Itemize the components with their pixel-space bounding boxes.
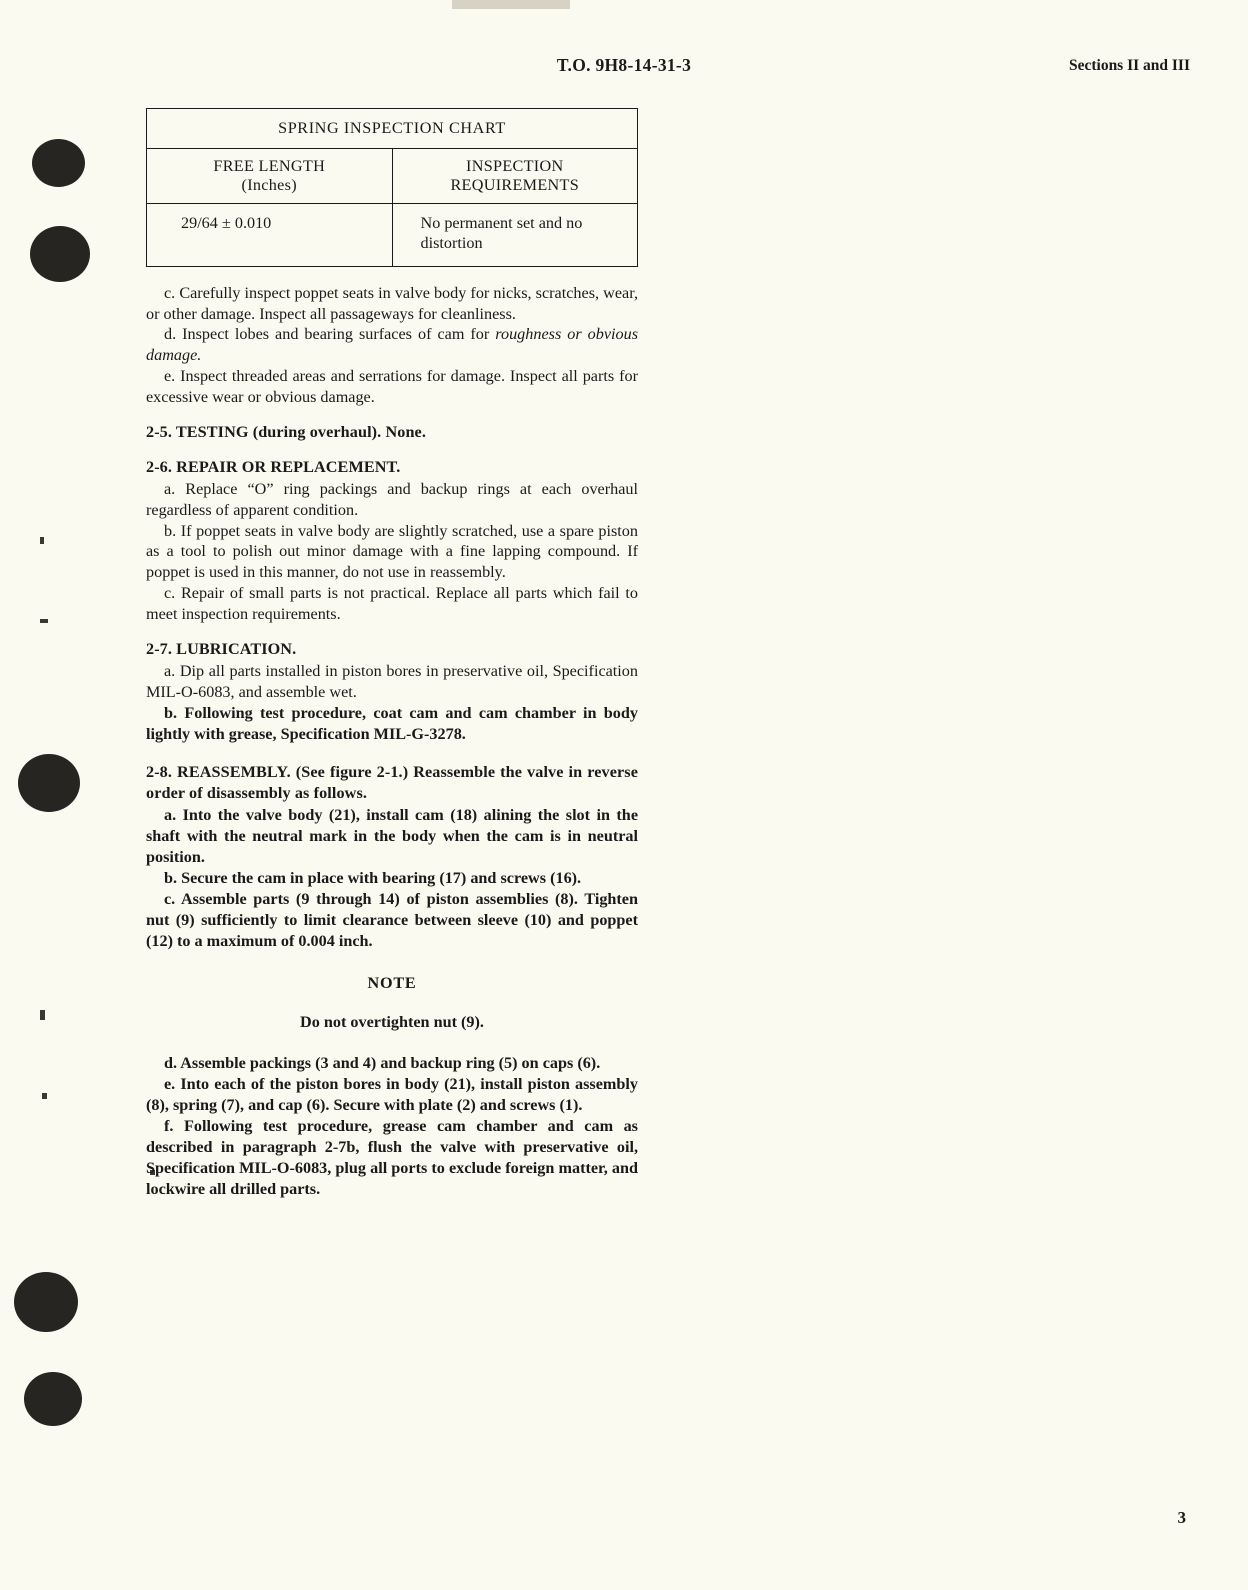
two-column-body [146, 108, 1194, 1199]
note-heading: NOTE [367, 974, 417, 993]
punch-mark [30, 226, 90, 282]
punch-mark [14, 1272, 78, 1332]
inspection-line2: REQUIREMENTS [450, 176, 580, 194]
punch-mark [32, 139, 85, 187]
paragraph-2-8-d: d. Assemble packings (3 and 4) and backup ring (5) on caps (6). [164, 1054, 601, 1073]
paragraph-inspect-e: e. Inspect threaded areas and serrations for damage. Inspect all parts for excessive wear or obvious damage. [146, 367, 638, 407]
paragraph-2-8-a: a. Into the valve body (21), install cam (18) alining the slot in the shaft with the neutral mark in the body when the cam is in neutral position. [146, 806, 638, 866]
paragraph-inspect-d-text: d. Inspect lobes and bearing surfaces of cam for [164, 325, 496, 344]
inspection-line1: INSPECTION [466, 156, 564, 175]
note-text: Do not overtighten nut (9). [300, 1013, 484, 1032]
paragraph-2-8-e: e. Into each of the piston bores in body (21), install piston assembly (8), spring (7), and cap (6). Secure with plate (2) and screws (1). [146, 1075, 638, 1114]
right-column [146, 703, 638, 1200]
paragraph-2-8-c: c. Assemble parts (9 through 14) of piston assemblies (8). Tighten nut (9) sufficiently to limit clearance between sleeve (10) and poppet (12) to a maximum of 0.004 inch. [146, 889, 638, 950]
table-title-row [147, 109, 638, 149]
paragraph-2-7-a: a. Dip all parts installed in piston bores in preservative oil, Specification MIL-O-6083, and assemble wet. [146, 661, 638, 701]
table-header-row [147, 148, 638, 203]
section-2-5-heading: 2-5. TESTING (during overhaul). None. [146, 422, 426, 441]
column-header-inspection-requirements [392, 148, 638, 203]
scan-artifact-smudge [452, 0, 570, 9]
paragraph-2-6-c: c. Repair of small parts is not practical. Replace all parts which fail to meet inspection requirements. [146, 584, 638, 624]
paragraph-2-6-a: a. Replace “O” ring packings and backup rings at each overhaul regardless of apparent condition. [146, 479, 638, 519]
page-number: 3 [1177, 1508, 1186, 1527]
section-2-8-heading: 2-8. REASSEMBLY. (See figure 2-1.) Reassemble the valve in reverse order of disassembly as follows. [146, 763, 638, 803]
section-2-7-heading: 2-7. LUBRICATION. [146, 639, 297, 658]
column-header-free-length [147, 148, 393, 203]
scan-speck [40, 537, 44, 544]
punch-mark [24, 1372, 82, 1426]
paragraph-inspect-c: c. Carefully inspect poppet seats in valve body for nicks, scratches, wear, or other damage. Inspect all passageways for cleanliness. [146, 283, 638, 323]
paragraph-inspect-d-italic: roughness or obvious damage. [146, 325, 638, 365]
free-length-line1: FREE LENGTH [213, 156, 326, 175]
paragraph-2-7-b: b. Following test procedure, coat cam and cam chamber in body lightly with grease, Specification MIL-G-3278. [146, 703, 638, 743]
paragraph-2-8-f: f. Following test procedure, grease cam chamber and cam as described in paragraph 2-7b, flush the valve with preservative oil, Specification MIL-O-6083, plug all ports to exclude foreign matter, and lockwire all drilled parts. [146, 1116, 638, 1198]
cell-free-length-value: 29/64 ± 0.010 [147, 204, 393, 267]
paragraph-2-8-b: b. Secure the cam in place with bearing (17) and screws (16). [164, 868, 582, 887]
section-label: Sections II and III [1068, 57, 1190, 74]
page-header [0, 55, 1248, 79]
cell-requirement-value: No permanent set and no distortion [392, 204, 638, 267]
table-row [147, 204, 638, 267]
free-length-line2: (Inches) [241, 176, 297, 194]
scan-speck [42, 1093, 47, 1099]
document-number: T.O. 9H8-14-31-3 [556, 55, 692, 75]
table-title: SPRING INSPECTION CHART [147, 109, 638, 149]
punch-mark [18, 754, 80, 812]
scan-speck [40, 1010, 45, 1020]
paragraph-2-6-b: b. If poppet seats in valve body are slightly scratched, use a spare piston as a tool to polish out minor damage with a fine lapping compound. If poppet is used in this manner, do not use in reassembly. [146, 521, 638, 582]
scan-speck [40, 619, 48, 623]
paragraph-inspect-d [146, 324, 638, 366]
spring-inspection-table [146, 108, 638, 267]
left-column [146, 108, 638, 703]
section-2-6-heading: 2-6. REPAIR OR REPLACEMENT. [146, 457, 401, 476]
